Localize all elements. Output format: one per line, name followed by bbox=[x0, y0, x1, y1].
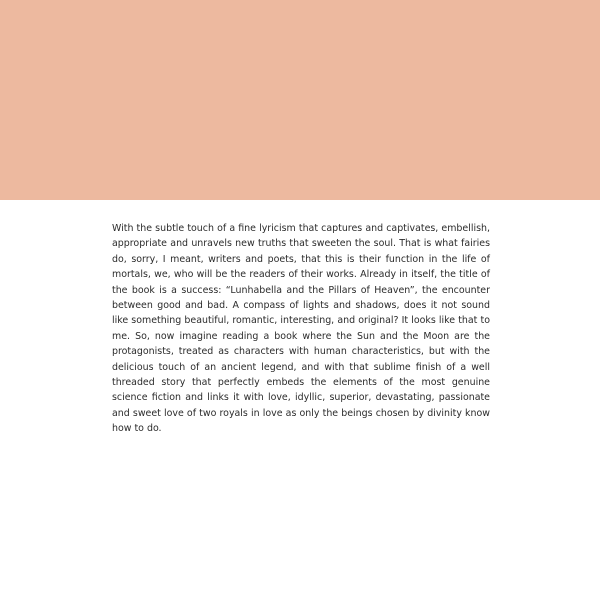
review-paragraph: With the subtle touch of a fine lyricism that captures and captivates, embellish, appropriate and unravels new truths that sweeten the soul. That is what fairies do, sorry, I meant, writers and poets, that this is their function in the life of mortals, we, who will be the readers of their works. Already in itself, the title of the book is a success: “Lunhabella and the Pillars of Heaven”, the encounter between good and bad. A compass of lights and shadows, does it not sound like something beautiful, romantic, interesting, and original? It looks like that to me. So, now imagine reading a book where the Sun and the Moon are the protagonists, treated as characters with human characteristics, but with the delicious touch of an ancient legend, and with that sublime finish of a well threaded story that perfectly embeds the elements of the most genuine science fiction and links it with love, idyllic, superior, devastating, passionate and sweet love of two royals in love as only the beings chosen by divinity know how to do. bbox=[112, 223, 490, 435]
top-color-band bbox=[0, 0, 600, 200]
